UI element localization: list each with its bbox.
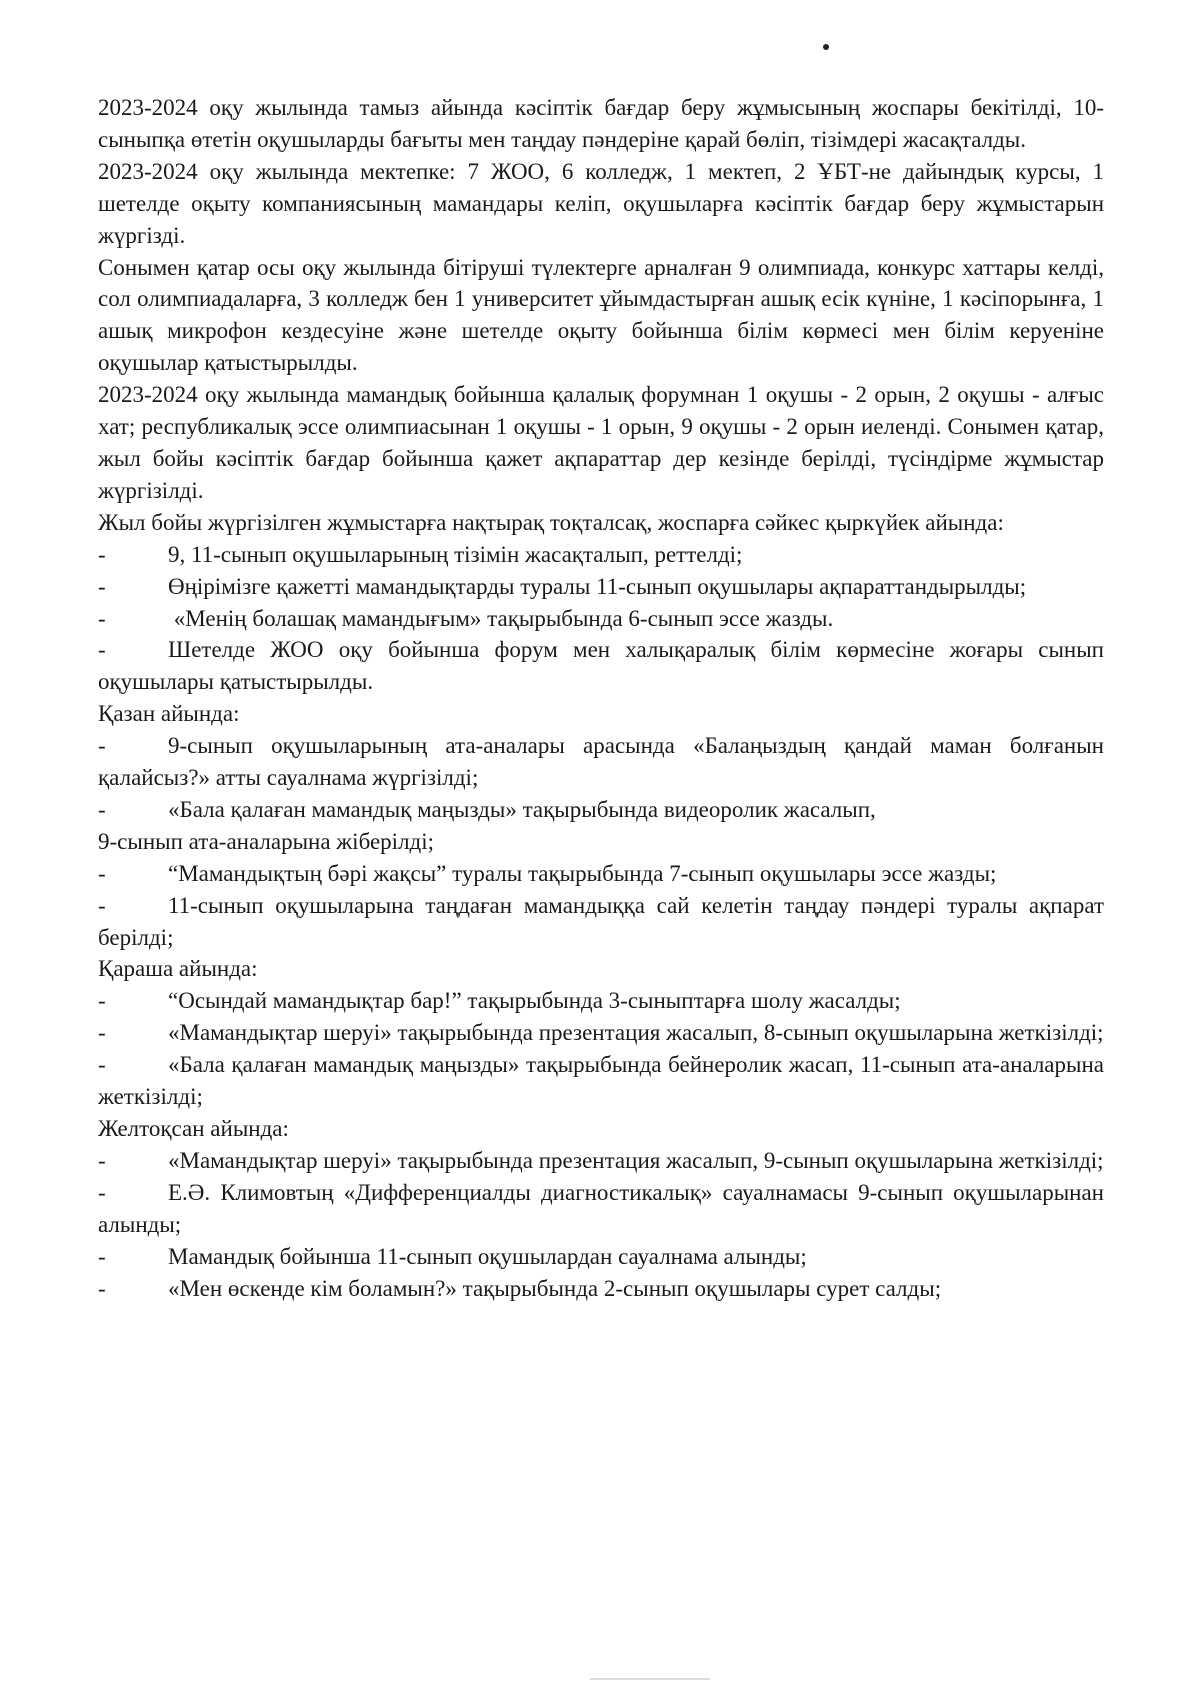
bullet-dash: - <box>98 860 106 886</box>
list-item: - «Мен өскенде кім боламын?» тақырыбында 2-сынып оқушылары сурет салды; <box>98 1273 1104 1305</box>
paragraph-visiting-institutions: 2023-2024 оқу жылында мектепке: 7 ЖОО, 6 колледж, 1 мектеп, 2 ҰБТ-не дайындық курсы, 1 шетелде оқыту компаниясының мамандары келіп, оқушыларға кәсіптік бағдар беру жұмыстарын жүргізді. <box>98 158 1104 248</box>
list-item: - 9, 11-сынып оқушыларының тізімін жасақталып, реттелді; <box>98 539 1104 571</box>
month-heading-november: Қараша айында: <box>98 956 258 982</box>
bullet-dash: - <box>98 1275 106 1301</box>
paragraph-achievements: 2023-2024 оқу жылында мамандық бойынша қалалық форумнан 1 оқушы - 2 орын, 2 оқушы - алғыс хат; республикалық эссе олимпиасынан 1 оқушы - 1 орын, 9 оқушы - 2 орын иеленді. Сонымен қатар, жыл бойы кәсіптік бағдар бойынша қажет ақпараттар дер кезінде берілді, түсіндірме жұмыстар жүргізілді. <box>98 382 1104 503</box>
list-item: - «Мамандықтар шеруі» тақырыбында презентация жасалып, 8-сынып оқушыларына жеткізілді; <box>98 1017 1104 1049</box>
bullet-dash: - <box>98 1243 106 1269</box>
bullet-dash: - <box>98 1052 106 1078</box>
bullet-dash: - <box>98 541 106 567</box>
bullet-dash: - <box>98 796 106 822</box>
list-item: - «Мамандықтар шеруі» тақырыбында презентация жасалып, 9-сынып оқушыларына жеткізілді; <box>98 1145 1104 1177</box>
bullet-dash: - <box>98 1147 106 1173</box>
bullet-dash: - <box>98 637 106 663</box>
month-heading-december: Желтоқсан айында: <box>98 1116 289 1141</box>
november-list <box>98 985 1104 1113</box>
bullet-dash: - <box>98 1020 106 1046</box>
scan-dot-mark <box>823 44 829 50</box>
october-list <box>98 730 1104 953</box>
bullet-dash: - <box>98 573 106 599</box>
bullet-dash: - <box>98 733 106 759</box>
document-body <box>98 92 1104 1304</box>
list-item: - «Менің болашақ мамандығым» тақырыбында 6-сынып эссе жазды. <box>98 603 1104 635</box>
paragraph-september-intro: Жыл бойы жүргізілген жұмыстарға нақтырақ тоқталсақ, жоспарға сәйкес қыркүйек айында: <box>98 509 1004 535</box>
list-item: - Е.Ә. Климовтың «Дифференциалды диагностикалық» сауалнамасы 9-сынып оқушыларынан алынды; <box>98 1177 1104 1241</box>
list-item: - “Осындай мамандықтар бар!” тақырыбында 3-сыныптарға шолу жасалды; <box>98 985 1104 1017</box>
bullet-dash: - <box>98 1179 106 1205</box>
bullet-dash: - <box>98 892 106 918</box>
month-heading-october: Қазан айында: <box>98 701 240 727</box>
list-item-continuation: 9-сынып ата-аналарына жіберілді; <box>98 828 435 854</box>
paragraph-olympiads: Сонымен қатар осы оқу жылында бітіруші түлектерге арналған 9 олимпиада, конкурс хаттары келді, сол олимпиадаларға, 3 колледж бен 1 университет ұйымдастырған ашық есік күніне, 1 кәсіпорынға, 1 ашық микрофон кездесуіне және шетелде оқыту бойынша білім көрмесі мен білім керуеніне оқушылар қатыстырылды. <box>98 254 1104 376</box>
list-item: - 9-сынып оқушыларының ата-аналары арасында «Балаңыздың қандай маман болғанын қалайсыз?» атты сауалнама жүргізілді; <box>98 730 1104 794</box>
paragraph-plan-approved: 2023-2024 оқу жылында тамыз айында кәсіптік бағдар беру жұмысының жоспары бекітілді, 10-сыныпқа өтетін оқушыларды бағыты мен таңдау пәндеріне қарай бөліп, тізімдері жасақталды. <box>98 95 1104 152</box>
list-item: - «Бала қалаған мамандық маңызды» тақырыбында видеоролик жасалып, <box>98 794 1104 826</box>
september-list <box>98 539 1104 699</box>
list-item: - Өңірімізге қажетті мамандықтарды туралы 11-сынып оқушылары ақпараттандырылды; <box>98 571 1104 603</box>
list-item: - Шетелде ЖОО оқу бойынша форум мен халықаралық білім көрмесіне жоғары сынып оқушылары қатыстырылды. <box>98 634 1104 698</box>
list-item: - Мамандық бойынша 11-сынып оқушылардан сауалнама алынды; <box>98 1241 1104 1273</box>
scan-footer-line <box>590 1678 710 1680</box>
list-item: - 11-сынып оқушыларына таңдаған мамандыққа сай келетін таңдау пәндері туралы ақпарат берілді; <box>98 890 1104 954</box>
list-item: - “Мамандықтың бәрі жақсы” туралы тақырыбында 7-сынып оқушылары эссе жазды; <box>98 858 1104 890</box>
list-item: - «Бала қалаған мамандық маңызды» тақырыбында бейнеролик жасап, 11-сынып ата-аналарына жеткізілді; <box>98 1049 1104 1113</box>
bullet-dash: - <box>98 605 106 631</box>
december-list <box>98 1145 1104 1305</box>
bullet-dash: - <box>98 988 106 1014</box>
